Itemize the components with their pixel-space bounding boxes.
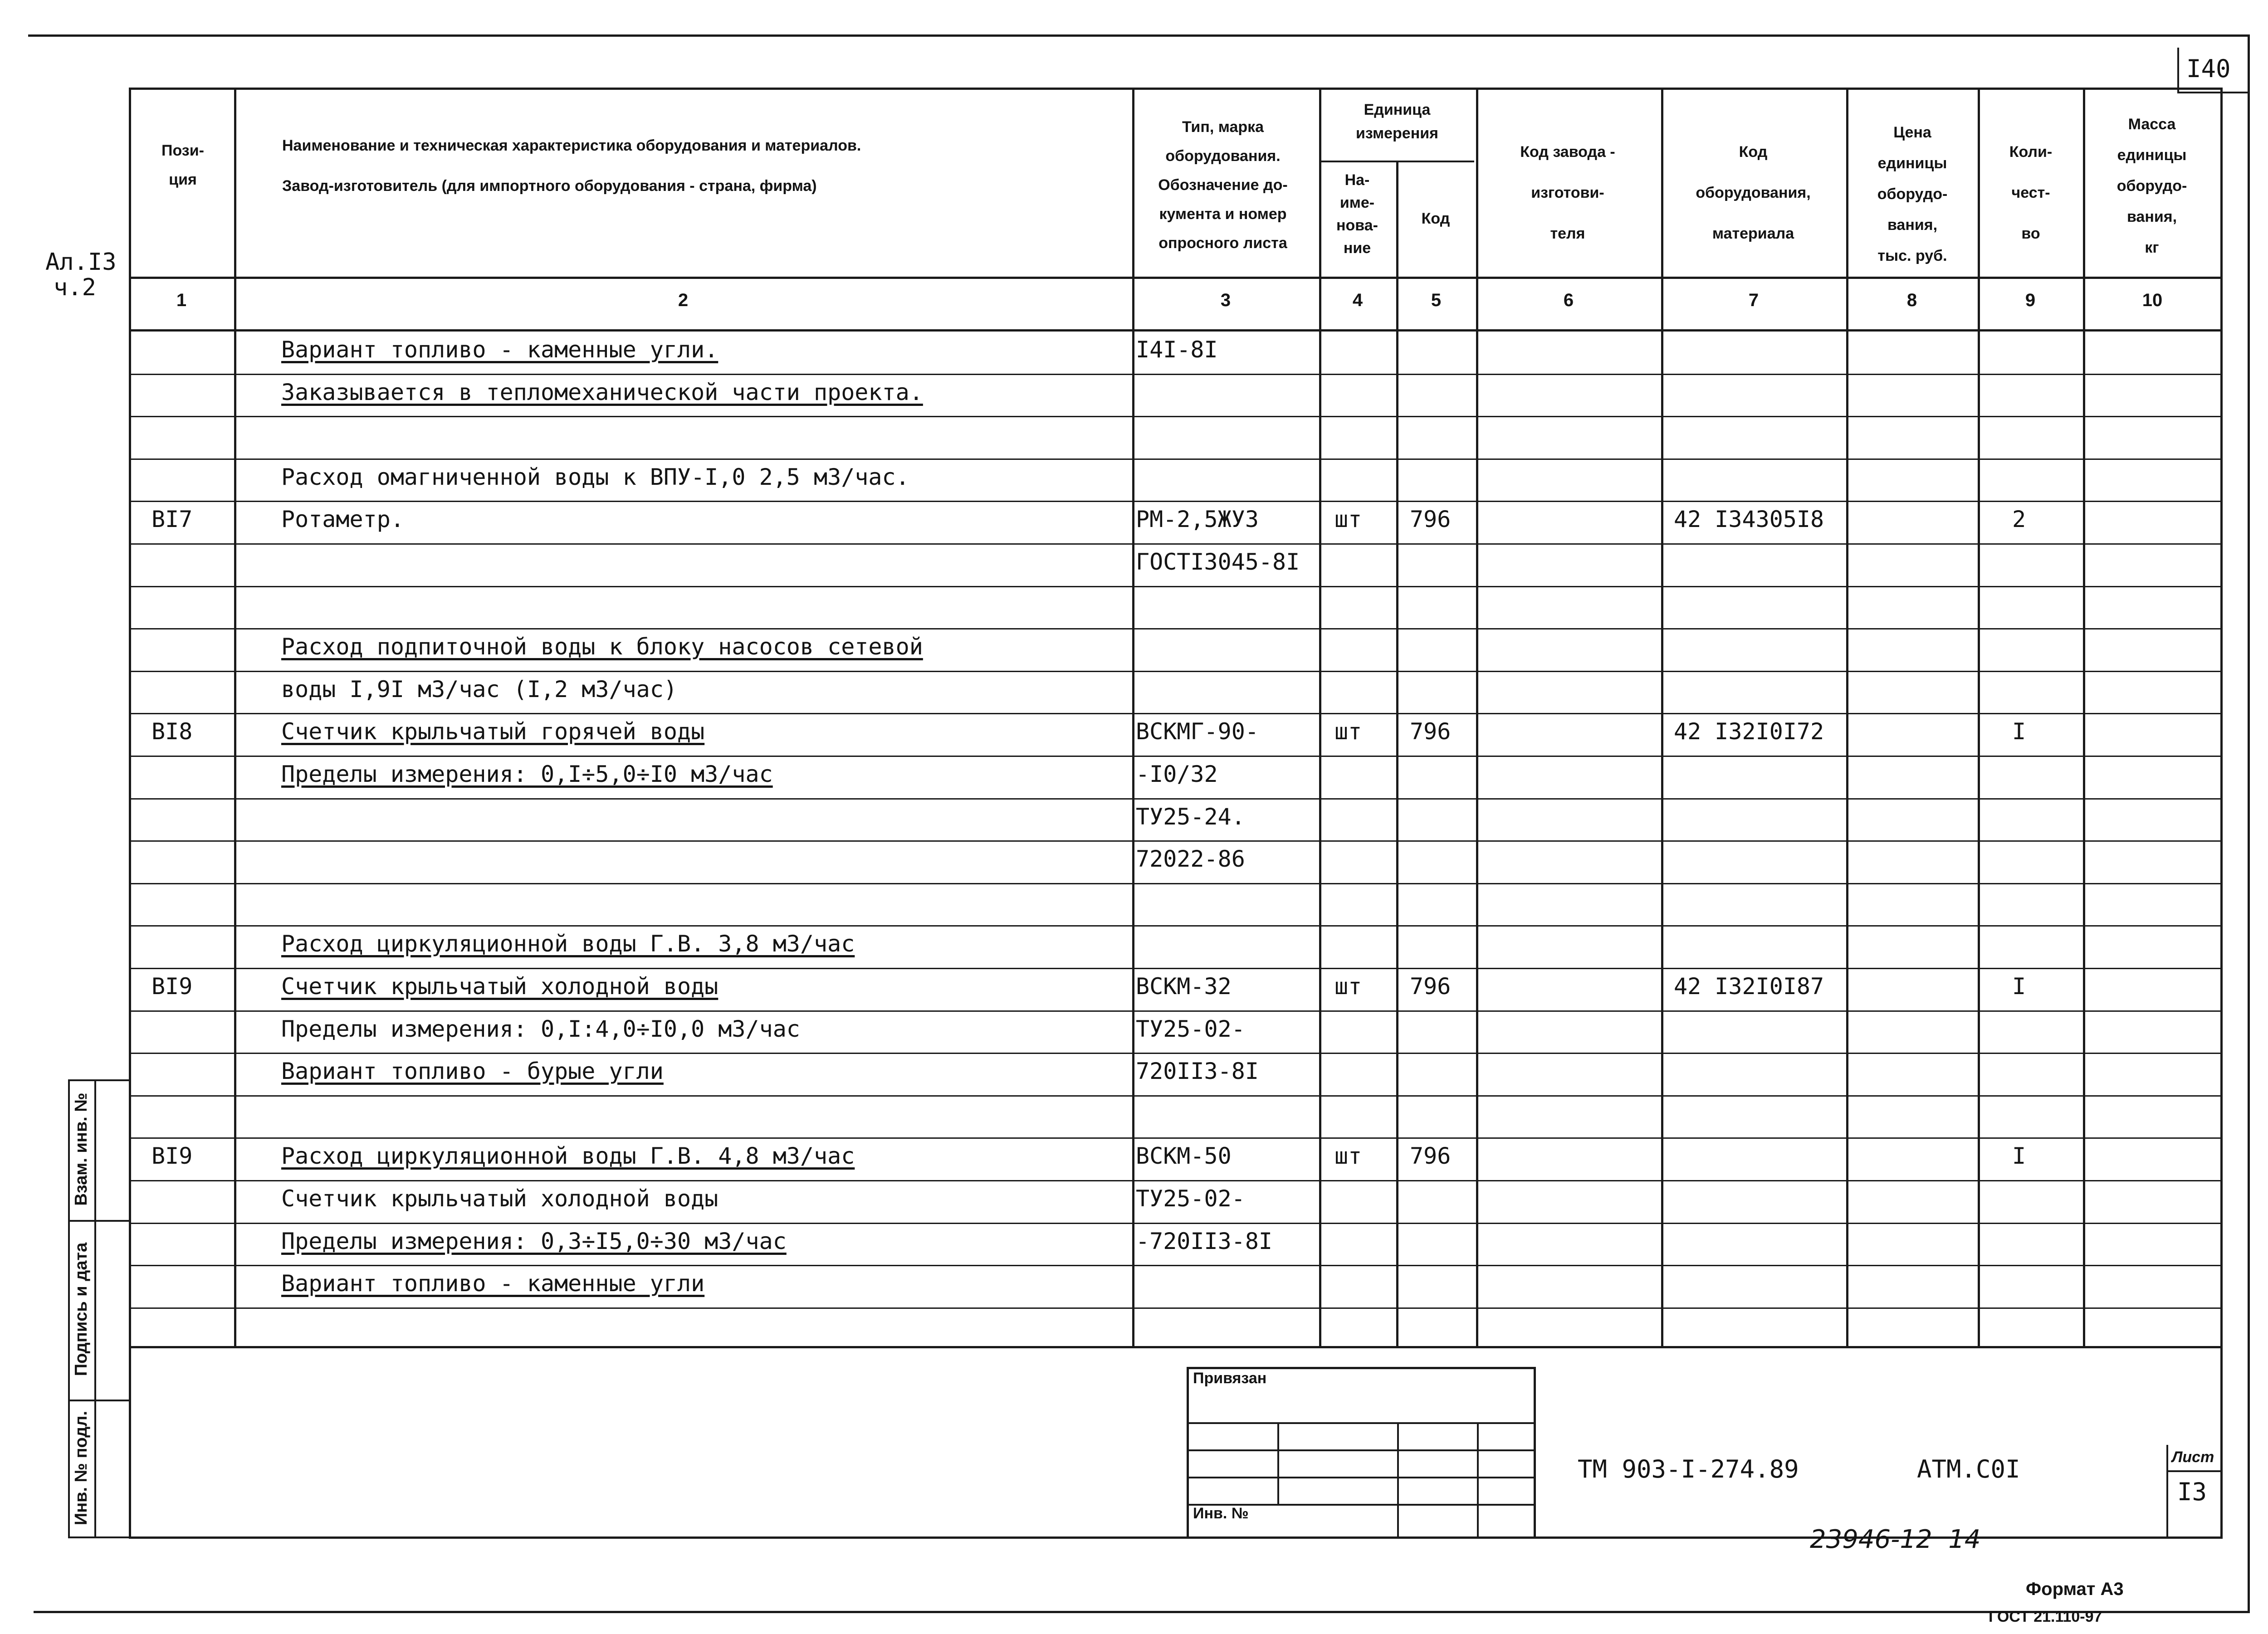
position-cell: BI8 [152,718,193,745]
type-cell: -720II3-8I [1136,1228,1273,1254]
side-ref-line1: Ал.I3 [45,249,117,276]
unit-code-cell: 796 [1410,1143,1451,1169]
header-mass: Масса единицы оборудо- вания, кг [2116,116,2187,256]
type-cell: ВСКМ-32 [1136,973,1232,1000]
format-gost: ГОСТ 21.110-97 [1989,1608,2102,1625]
right-border-line [2248,34,2250,1613]
name-cell: Заказывается в тепломеханической части проекта. [281,379,923,405]
unit-cell: шт [1334,506,1362,532]
quantity-cell: I [2012,973,2026,1000]
stamp-inv-no: Инв. № [1193,1505,1249,1522]
table-column-line [1132,88,1134,1347]
header-price: Цена единицы оборудо- вания, тыс. руб. [1877,124,1948,264]
table-column-line [234,88,236,1347]
stamp-doc-code: ТМ 903-I-274.89 [1578,1455,1799,1483]
table-row-line [129,1137,2222,1139]
type-cell: ВСКМГ-90- [1136,718,1259,745]
column-number: 8 [1906,290,1917,310]
side-stamp-left-line [68,1079,70,1538]
unit-code-cell: 796 [1410,506,1451,532]
name-cell: Пределы измерения: 0,3÷I5,0÷30 м3/час [281,1228,787,1254]
name-cell: Расход подпиточной воды к блоку насосов сетевой [281,634,923,660]
header-position: Пози- ция [161,142,204,188]
header-type: Тип, марка оборудования. Обозначение до- кумента и номер опросного листа [1158,118,1288,252]
column-number: 7 [1748,290,1759,310]
stamp-list-number: I3 [2177,1478,2207,1506]
handwritten-number: 23946-12 14 [1810,1525,1981,1554]
corner-box-left [2177,48,2179,93]
table-row-line [129,586,2222,587]
type-cell: I4I-8I [1136,337,1218,363]
column-number: 10 [2142,290,2163,310]
corner-box-bottom [2177,92,2249,93]
sheet-corner-number: I40 [2186,54,2231,83]
type-cell: ТУ25-02- [1136,1016,1245,1042]
position-cell: BI9 [152,973,193,1000]
side-stamp-vzam: Взам. инв. № [72,1093,91,1206]
table-row-line [129,1223,2222,1224]
position-cell: BI9 [152,1143,193,1169]
stamp-row1 [1187,1422,1536,1424]
column-number: 2 [678,290,689,310]
stamp-box-right [1534,1367,1536,1537]
table-row-line [129,883,2222,884]
stamp-row2 [1187,1449,1536,1451]
stamp-doc-mark: АТМ.С0I [1917,1455,2020,1483]
stamp-list-label: Лист [2172,1449,2214,1466]
name-cell: Счетчик крыльчатый холодной воды [281,1185,719,1212]
table-row-line [129,756,2222,757]
table-row-line [129,458,2222,460]
table-row-line [129,1307,2222,1309]
header-bottom-line [129,277,2223,279]
stamp-row3 [1187,1477,1536,1478]
side-stamp-mid-line [94,1079,96,1538]
header-name: Наименование и техническая характеристика оборудования и материалов. Завод-изготовитель (для импортного оборудования - страна, фирма) [282,137,861,195]
equipment-code-cell: 42 I32I0I87 [1674,973,1824,1000]
table-column-line [1476,88,1478,1347]
column-number: 6 [1563,290,1574,310]
name-cell: Расход омагниченной воды к ВПУ-I,0 2,5 м3/час. [281,464,909,490]
quantity-cell: I [2012,1143,2026,1169]
table-column-line [2083,88,2085,1347]
table-column-line [1661,88,1663,1347]
table-row-line [129,1053,2222,1054]
equipment-code-cell: 42 I32I0I72 [1674,718,1824,745]
unit-cell: шт [1334,718,1362,745]
table-row-line [129,374,2222,375]
bottom-border-line [34,1611,2250,1613]
header-equipment-code: Код оборудования, материала [1696,143,1811,242]
table-column-line [1846,88,1848,1347]
name-cell: Вариант топливо - каменные угли. [281,337,719,363]
column-number: 4 [1352,290,1363,310]
stamp-privyazan: Привязан [1193,1370,1267,1387]
header-factory-code: Код завода - изготови- теля [1520,143,1615,242]
name-cell: Расход циркуляционной воды Г.В. 3,8 м3/час [281,931,855,957]
table-column-line [1319,88,1321,1347]
column-number: 9 [2025,290,2036,310]
name-cell: Вариант топливо - бурые угли [281,1058,664,1084]
table-row-line [129,1010,2222,1012]
position-cell: BI7 [152,506,193,532]
format-label: Формат А3 [2026,1579,2124,1599]
type-cell: -I0/32 [1136,761,1218,787]
unit-cell: шт [1334,1143,1362,1169]
table-row-line [129,671,2222,672]
name-cell: Вариант топливо - каменные угли [281,1270,705,1297]
type-cell: 72022-86 [1136,846,1245,872]
side-stamp-podpis: Подпись и дата [72,1242,91,1376]
column-number: 3 [1220,290,1231,310]
stamp-col2 [1397,1422,1399,1537]
header-quantity: Коли- чест- во [2009,143,2053,242]
stamp-col1 [1277,1422,1279,1504]
column-number: 1 [176,290,187,310]
type-cell: 720II3-8I [1136,1058,1259,1084]
table-row-line [129,416,2222,417]
side-ref-line2: ч.2 [54,274,96,301]
header-unit: Единица измерения [1356,101,1438,142]
side-stamp-inv-podl: Инв. № подл. [72,1410,91,1526]
stamp-box-left [1187,1367,1189,1537]
table-row-line [129,1095,2222,1097]
name-cell: Пределы измерения: 0,I÷5,0÷I0 м3/час [281,761,773,787]
type-cell: ТУ25-24. [1136,804,1245,830]
table-column-line [1978,88,1980,1347]
name-cell: воды I,9I м3/час (I,2 м3/час) [281,676,677,702]
equipment-code-cell: 42 I34305I8 [1674,506,1824,532]
name-cell: Расход циркуляционной воды Г.В. 4,8 м3/час [281,1143,855,1169]
type-cell: ТУ25-02- [1136,1185,1245,1212]
stamp-col3 [1477,1422,1479,1537]
table-row-line [129,543,2222,545]
table-row-line [129,968,2222,969]
table-row-line [129,1180,2222,1181]
header-unit-code: Код [1421,210,1450,227]
name-cell: Счетчик крыльчатый холодной воды [281,973,719,1000]
unit-code-cell: 796 [1410,718,1451,745]
table-row-line [129,713,2222,714]
table-row-line [129,925,2222,927]
name-cell: Пределы измерения: 0,I:4,0÷I0,0 м3/час [281,1016,800,1042]
stamp-box-top [1187,1367,1536,1369]
data-bottom-line [129,1346,2223,1348]
list-box-mid [2166,1470,2223,1472]
table-row-line [129,628,2222,629]
quantity-cell: I [2012,718,2026,745]
name-cell: Счетчик крыльчатый горячей воды [281,718,705,745]
unit-cell: шт [1334,973,1362,1000]
table-top-line [129,88,2223,90]
side-stamp-bottom-line [68,1536,130,1538]
type-cell: ВСКМ-50 [1136,1143,1232,1169]
table-row-line [129,1265,2222,1266]
colnum-bottom-line [129,329,2223,332]
name-cell: Ротаметр. [281,506,404,532]
table-row-line [129,840,2222,842]
table-row-line [129,798,2222,800]
table-column-line [1396,161,1398,1347]
top-border-line [28,34,2250,37]
list-box-left [2166,1445,2168,1537]
quantity-cell: 2 [2012,506,2026,532]
table-row-line [129,501,2222,502]
type-cell: РМ-2,5ЖУ3 [1136,506,1259,532]
unit-code-cell: 796 [1410,973,1451,1000]
column-number: 5 [1431,290,1442,310]
type-cell: ГОСТI3045-8I [1136,549,1300,575]
header-unit-name: На- име- нова- ние [1336,171,1378,257]
